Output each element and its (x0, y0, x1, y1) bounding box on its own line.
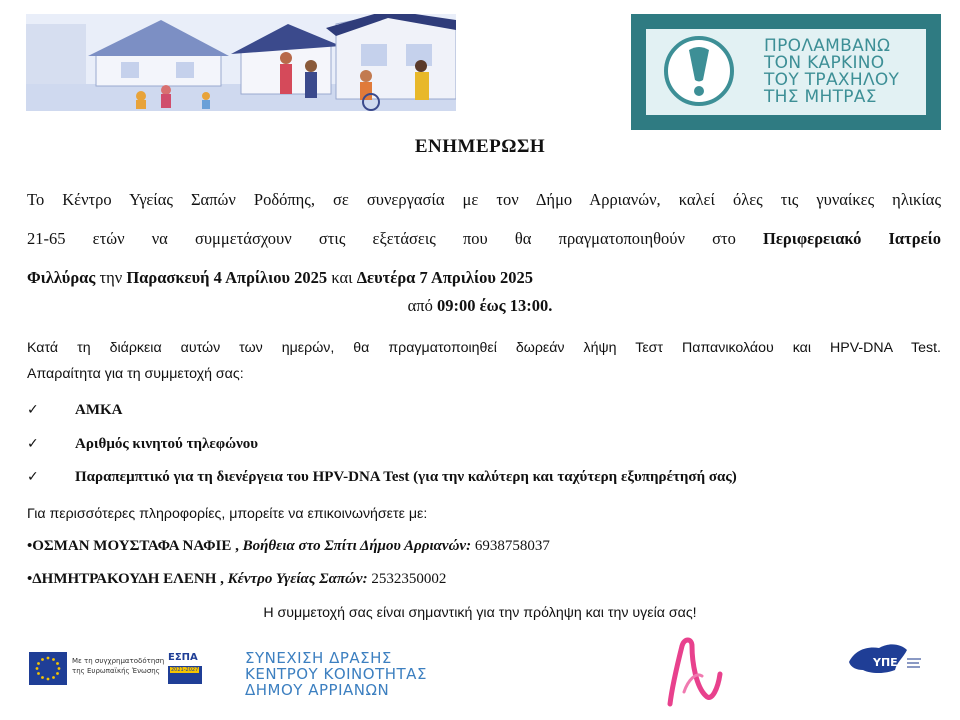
community-line: ΣΥΝΕΧΙΣΗ ΔΡΑΣΗΣ (245, 649, 392, 667)
eu-text-line: της Ευρωπαϊκής Ένωσης (72, 667, 160, 675)
date-2: Δευτέρα 7 Απριλίου 2025 (356, 268, 534, 287)
date-1: Παρασκευή 4 Απρίλιου 2025 (126, 268, 328, 287)
banner-line: ΠΡΟΛΑΜΒΑΝΩ (764, 36, 891, 56)
header-illustration (26, 14, 456, 111)
ministry-health-logo (845, 640, 925, 680)
description-line-1: Κατά τη διάρκεια αυτών των ημερών, θα πραγματοποιηθεί δωρεάν λήψη Τεστ Παπανικολάου και HPV-DNA Test. (27, 340, 941, 356)
requirement-item (27, 436, 258, 453)
contact-name: •ΔΗΜΗΤΡΑΚΟΥΔΗ ΕΛΕΝΗ , (27, 571, 224, 587)
banner-line: ΤΗΣ ΜΗΤΡΑΣ (764, 87, 877, 107)
community-center-text (245, 650, 427, 698)
intro-line-2 (27, 219, 941, 258)
contact-item (27, 538, 550, 555)
contact-org: Κέντρο Υγείας Σαπών: (223, 571, 368, 587)
community-line: ΔΗΜΟΥ ΑΡΡΙΑΝΩΝ (245, 681, 390, 699)
espa-label: ΕΣΠΑ (168, 652, 198, 663)
intro-line-3 (27, 258, 941, 297)
contact-item (27, 571, 446, 588)
intro-text: 21-65 ετών να συμμετάσχουν στις εξετάσεις που θα πραγματοποιηθούν στο (27, 229, 764, 248)
description (27, 335, 941, 387)
time-value: 09:00 έως 13:00. (436, 296, 553, 315)
check-icon: ✓ (27, 402, 39, 418)
check-icon: ✓ (27, 469, 39, 485)
pink-ribbon-icon (652, 632, 732, 712)
espa-logo (166, 652, 208, 685)
clinic-location: Φιλλύρας (27, 268, 96, 287)
exclamation-icon (664, 36, 734, 106)
banner-line: ΤΟΥ ΤΡΑΧΗΛΟΥ (764, 70, 900, 90)
page-title: ΕΝΗΜΕΡΩΣΗ (414, 136, 546, 157)
more-info-text: Για περισσότερες πληροφορίες, μπορείτε να επικοινωνήσετε με: (27, 506, 428, 522)
intro-paragraph (27, 180, 941, 297)
requirement-text: Αριθμός κινητού τηλεφώνου (75, 436, 259, 452)
contact-org: Βοήθεια στο Σπίτι Δήμου Αρριανών: (238, 538, 472, 554)
time-range (0, 296, 960, 316)
intro-text: την (95, 268, 127, 287)
clinic-name: Περιφερειακό Ιατρείο (763, 229, 941, 248)
eu-flag-icon (29, 652, 67, 685)
requirement-item (27, 402, 123, 419)
eu-cofunding-text (72, 656, 164, 676)
eu-text-line: Με τη συγχρηματοδότηση (72, 657, 165, 665)
requirement-text: Παραπεμπτικό για τη διενέργεια του HPV-DNA Test (για την καλύτερη και ταχύτερη εξυπηρέτησή σας) (75, 469, 737, 485)
espa-block (168, 666, 202, 684)
contact-name: •ΟΣΜΑΝ ΜΟΥΣΤΑΦΑ ΝΑΦΙΕ , (27, 538, 239, 554)
campaign-banner (631, 14, 941, 130)
intro-text: και (327, 268, 357, 287)
campaign-banner-text (764, 38, 899, 106)
requirement-text: ΑΜΚΑ (75, 402, 123, 418)
campaign-banner-panel (646, 29, 926, 115)
requirement-item (27, 469, 737, 486)
community-line: ΚΕΝΤΡΟΥ ΚΟΙΝΟΤΗΤΑΣ (245, 665, 427, 683)
check-icon: ✓ (27, 436, 39, 452)
intro-line-1: Το Κέντρο Υγείας Σαπών Ροδόπης, σε συνεργασία με τον Δήμο Αρριανών, καλεί όλες τις γυναίκες ηλικίας (27, 190, 941, 209)
description-line-2: Απαραίτητα για τη συμμετοχή σας: (27, 366, 244, 382)
contact-phone: 6938758037 (471, 538, 550, 554)
banner-line: ΤΟΝ ΚΑΡΚΙΝΟ (764, 53, 885, 73)
svg-text:ΥΠΕ: ΥΠΕ (873, 656, 898, 669)
contact-phone: 2532350002 (367, 571, 447, 587)
closing-text: Η συμμετοχή σας είναι σημαντική για την πρόληψη και την υγεία σας! (263, 605, 697, 621)
espa-years: 2021-2027 (171, 667, 199, 673)
time-prefix: από (407, 296, 437, 315)
